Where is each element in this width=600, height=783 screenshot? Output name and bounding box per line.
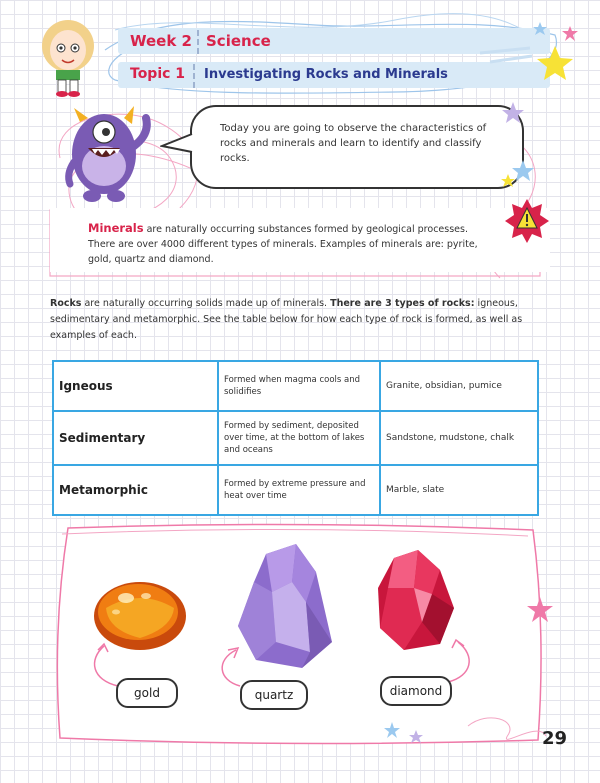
minerals-term: Minerals xyxy=(88,221,144,235)
rocks-description: Rocks are naturally occurring solids made up of minerals. There are 3 types of rocks: igneous, sedimentary and metamorphic. See the table below for how each type of rock is formed, as well as examples of each. xyxy=(50,298,523,341)
gold-label: gold xyxy=(116,678,178,708)
table-row xyxy=(53,411,538,465)
diamond-label: diamond xyxy=(380,676,452,706)
table-row xyxy=(53,465,538,515)
star-decoration-icon xyxy=(525,596,555,626)
quartz-label: quartz xyxy=(240,680,308,710)
alert-badge-icon xyxy=(502,196,552,246)
table-row xyxy=(53,361,538,411)
purple-monster-icon xyxy=(62,104,157,204)
rock-types-table xyxy=(52,360,539,516)
topic-title: Investigating Rocks and Minerals xyxy=(204,67,448,82)
rock-type-cell: Sedimentary xyxy=(53,411,218,465)
speech-bubble-text: Today you are going to observe the characteristics of rocks and minerals and learn to identify and classify rocks. xyxy=(220,123,487,164)
rock-examples-cell: Granite, obsidian, pumice xyxy=(380,361,538,411)
rocks-term: Rocks xyxy=(50,298,82,309)
week-label: Week 2 xyxy=(130,32,192,50)
star-decoration-icon xyxy=(470,18,585,88)
rock-type-cell: Metamorphic xyxy=(53,465,218,515)
speech-bubble-tail xyxy=(160,132,194,156)
header-divider xyxy=(193,64,195,88)
star-decoration-icon xyxy=(468,100,543,210)
minerals-description: Minerals are naturally occurring substances formed by geological processes. There are over 4000 different types of minerals. Examples of minerals are: pyrite, gold, quartz and diamond. xyxy=(88,221,478,265)
rock-type-cell: Igneous xyxy=(53,361,218,411)
rock-formation-cell: Formed when magma cools and solidifies xyxy=(218,361,380,411)
topic-label: Topic 1 xyxy=(130,66,186,82)
subject-label: Science xyxy=(206,32,271,50)
rock-formation-cell: Formed by sediment, deposited over time, at the bottom of lakes and oceans xyxy=(218,411,380,465)
mascot-character-icon xyxy=(28,12,108,98)
page-number: 29 xyxy=(542,728,568,749)
header-divider xyxy=(197,30,199,54)
rock-formation-cell: Formed by extreme pressure and heat over time xyxy=(218,465,380,515)
star-decoration-icon xyxy=(380,718,430,748)
rock-examples-cell: Sandstone, mudstone, chalk xyxy=(380,411,538,465)
rock-examples-cell: Marble, slate xyxy=(380,465,538,515)
